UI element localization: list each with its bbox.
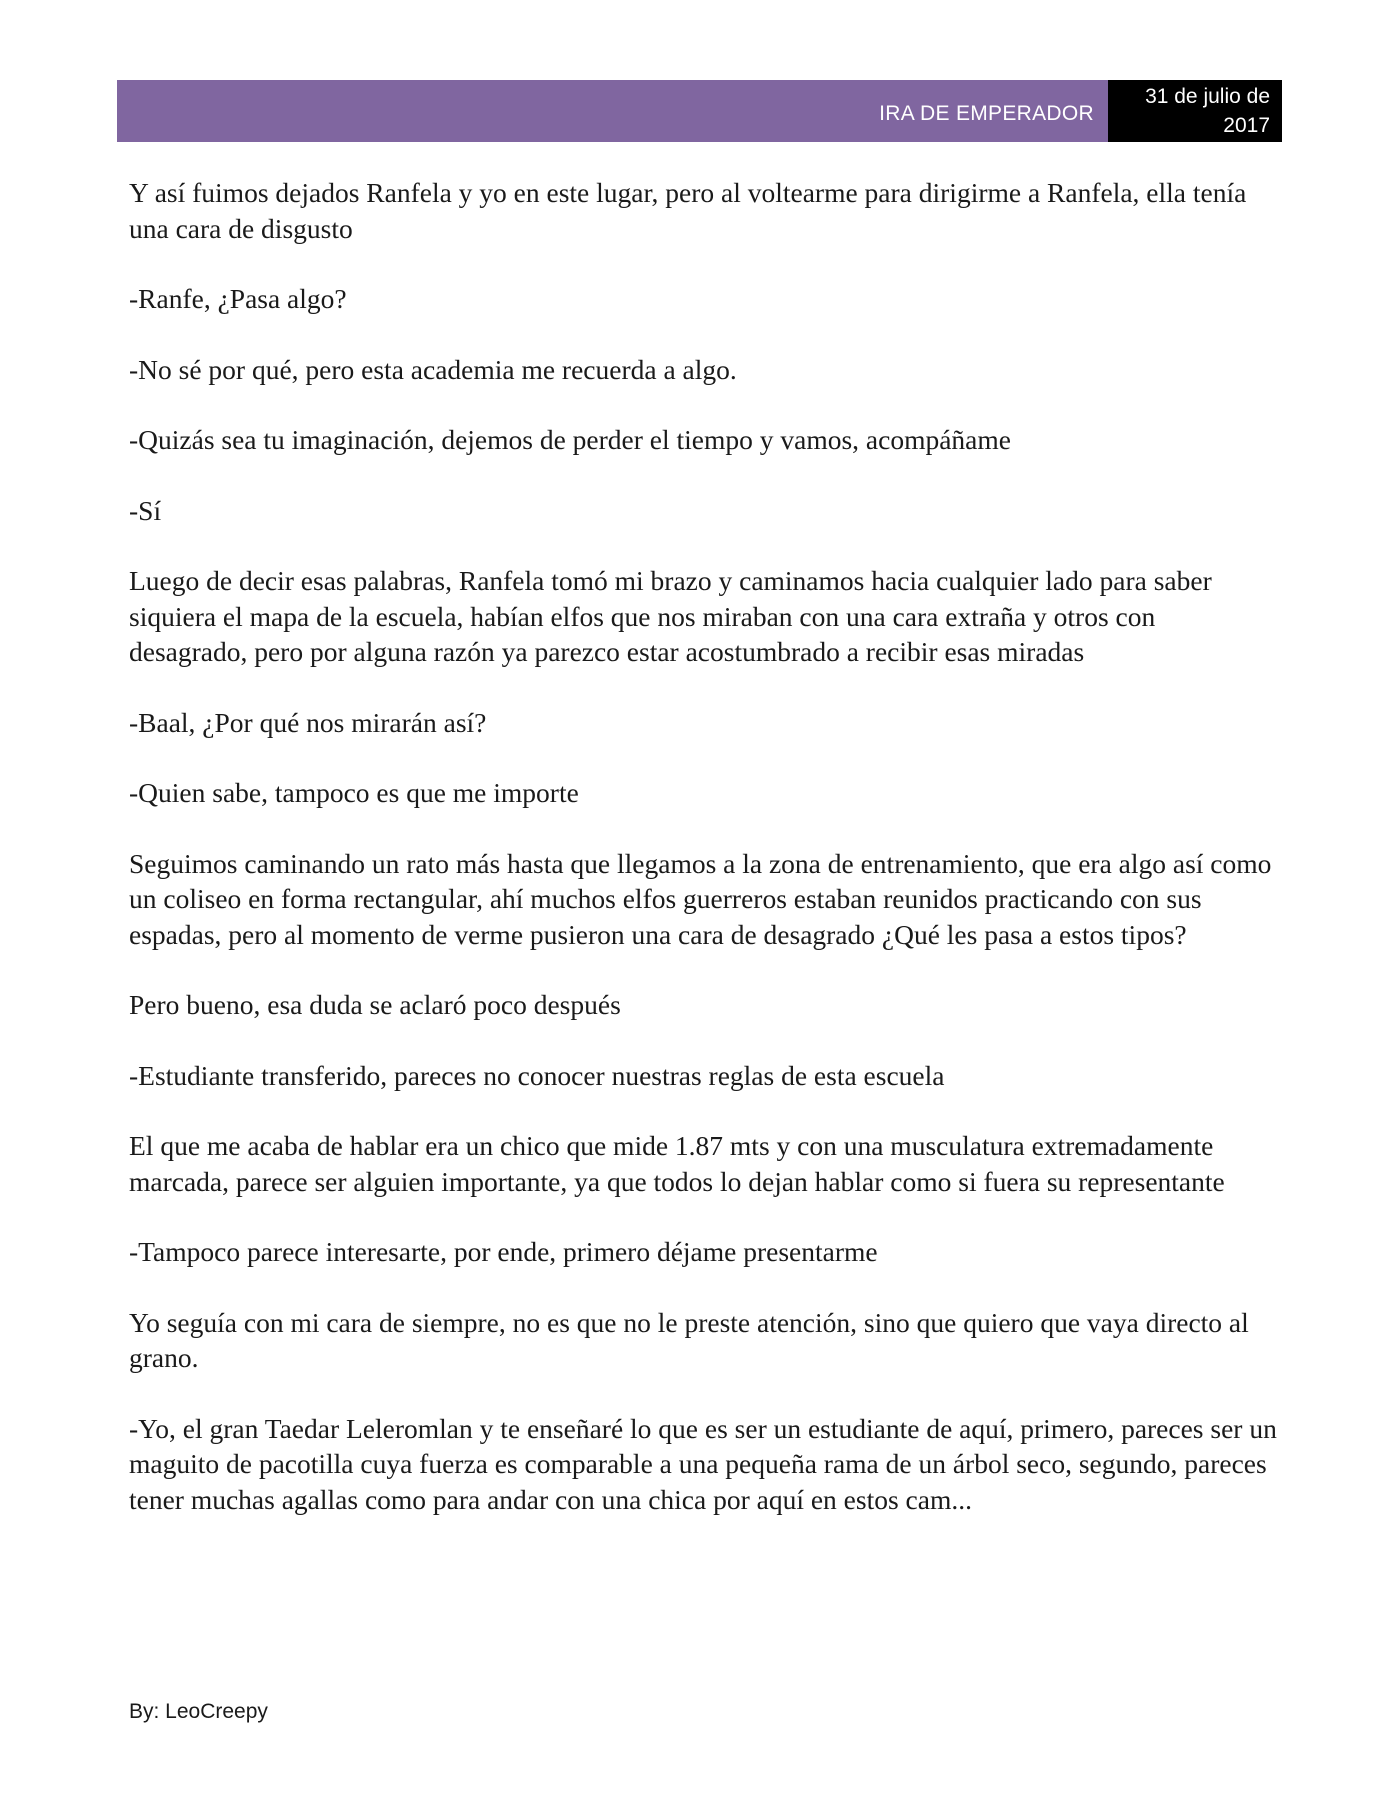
paragraph: Luego de decir esas palabras, Ranfela tomó mi brazo y caminamos hacia cualquier lado para saber siquiera el mapa de la escuela, habían elfos que nos miraban con una cara extraña y otros con desagrado, pero por alguna razón ya parezco estar acostumbrado a recibir esas miradas: [129, 565, 1212, 667]
paragraph: -Quizás sea tu imaginación, dejemos de perder el tiempo y vamos, acompáñame: [129, 424, 1011, 455]
document-body: [129, 175, 1279, 1552]
paragraph: -Sí: [129, 494, 162, 526]
paragraph: -Baal, ¿Por qué nos mirarán así?: [129, 706, 487, 738]
page-header: [117, 80, 1282, 142]
paragraph: -Ranfe, ¿Pasa algo?: [129, 283, 347, 314]
paragraph: -Yo, el gran Taedar Leleromlan y te enseñaré lo que es ser un estudiante de aquí, primero, pareces ser un maguito de pacotilla cuya fuerza es comparable a una pequeña rama de un árbol seco, segundo, pareces tener muchas agallas como para andar con una chica por aquí en estos cam...: [129, 1412, 1277, 1515]
paragraph: Pero bueno, esa duda se aclaró poco después: [129, 989, 621, 1020]
header-date-line1: 31 de julio de: [1145, 85, 1270, 108]
header-date-line2: 2017: [1223, 114, 1270, 137]
paragraph: -No sé por qué, pero esta academia me recuerda a algo.: [129, 353, 737, 385]
paragraph: Seguimos caminando un rato más hasta que llegamos a la zona de entrenamiento, que era algo así como un coliseo en forma rectangular, ahí muchos elfos guerreros estaban reunidos practicando con sus espadas, pero al momento de verme pusieron una cara de desagrado ¿Qué les pasa a estos tipos?: [129, 847, 1272, 950]
paragraph: -Estudiante transferido, pareces no conocer nuestras reglas de esta escuela: [129, 1059, 945, 1091]
paragraph: Y así fuimos dejados Ranfela y yo en este lugar, pero al voltearme para dirigirme a Ranfela, ella tenía una cara de disgusto: [129, 177, 1247, 244]
paragraph: El que me acaba de hablar era un chico que mide 1.87 mts y con una musculatura extremadamente marcada, parece ser alguien importante, ya que todos lo dejan hablar como si fuera su representante: [129, 1130, 1225, 1197]
header-date: [1108, 80, 1282, 142]
footer-author: By: LeoCreepy: [129, 1700, 268, 1723]
paragraph: -Tampoco parece interesarte, por ende, primero déjame presentarme: [129, 1236, 878, 1267]
header-title-band: [117, 80, 1108, 142]
header-title: IRA DE EMPERADOR: [879, 102, 1094, 125]
paragraph: Yo seguía con mi cara de siempre, no es que no le preste atención, sino que quiero que vaya directo al grano.: [129, 1306, 1249, 1373]
paragraph: -Quien sabe, tampoco es que me importe: [129, 777, 579, 808]
